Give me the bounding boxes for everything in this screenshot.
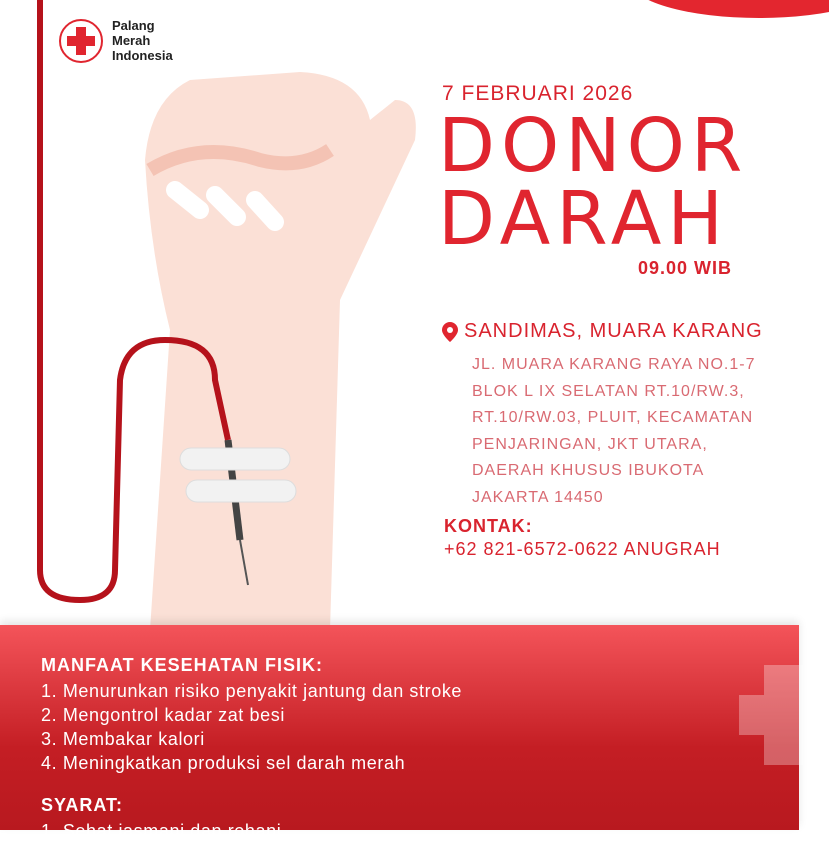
benefit-item: 3. Membakar kalori: [41, 729, 205, 749]
address-line: PENJARINGAN, JKT UTARA,: [472, 435, 708, 453]
benefit-item: 2. Mengontrol kadar zat besi: [41, 705, 285, 725]
benefits-heading: MANFAAT KESEHATAN FISIK:: [41, 655, 323, 675]
address-line: RT.10/RW.03, PLUIT, KECAMATAN: [472, 409, 754, 426]
info-panel: [0, 625, 799, 841]
logo-text-line: Palang: [112, 18, 155, 33]
benefits-list: [41, 679, 462, 775]
benefit-item: 1. Menurunkan risiko penyakit jantung dan stroke: [41, 681, 463, 701]
logo-text-line: Indonesia: [112, 48, 173, 63]
requirements-heading: SYARAT:: [41, 795, 124, 815]
address-line: JL. MUARA KARANG RAYA NO.1-7: [472, 356, 756, 373]
arm-donation-illustration: [0, 0, 440, 630]
corner-decoration: [619, 0, 819, 30]
requirements-list: [41, 819, 281, 843]
address-line: BLOK L IX SELATAN RT.10/RW.3,: [472, 382, 745, 400]
pmi-logo: [58, 18, 173, 64]
title-line-1: DONOR: [438, 103, 749, 189]
logo-text-line: Merah: [112, 33, 151, 48]
contact-value: +62 821-6572-0622 ANUGRAH: [444, 539, 721, 559]
title-line-2: DARAH: [438, 176, 729, 262]
location-name: SANDIMAS, MUARA KARANG: [464, 320, 763, 342]
event-date: 7 FEBRUARI 2026: [442, 82, 634, 105]
location-name-row: [442, 320, 763, 343]
cross-decoration-icon: [739, 665, 829, 765]
address-line: JAKARTA 14450: [472, 488, 604, 506]
address: [472, 352, 755, 511]
map-pin-icon: [442, 322, 458, 342]
red-cross-logo-icon: [58, 18, 104, 64]
contact-label: KONTAK:: [444, 516, 533, 536]
requirement-item: 1. Sehat jasmani dan rohani: [41, 821, 282, 841]
address-line: DAERAH KHUSUS IBUKOTA: [472, 462, 705, 479]
benefit-item: 4. Meningkatkan produksi sel darah merah: [41, 753, 406, 773]
event-time: 09.00 WIB: [638, 258, 733, 278]
